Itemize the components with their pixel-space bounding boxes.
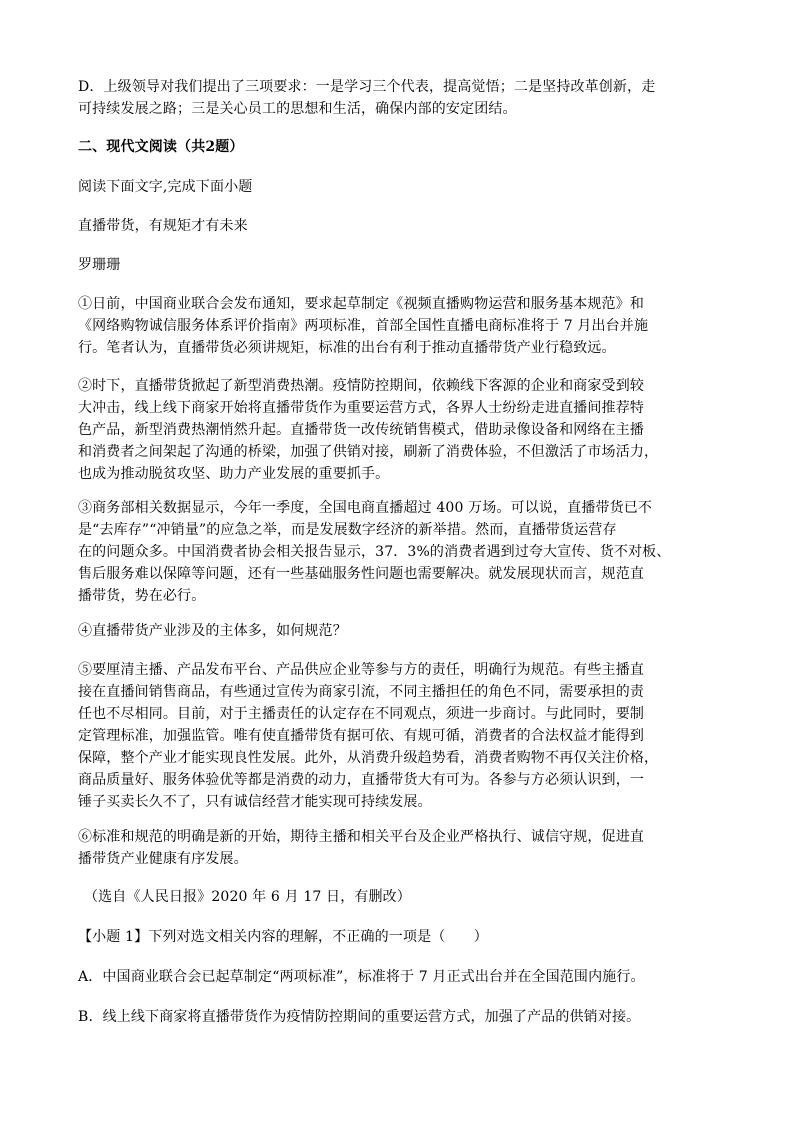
paragraph-line: 《网络购物诚信服务体系评价指南》两项标准，首部全国性直播电商标准将于 7 月出台并施: [78, 318, 649, 334]
paragraph-line: ①日前，中国商业联合会发布通知，要求起草制定《视频直播购物运营和服务基本规范》和: [78, 296, 644, 312]
paragraph-line: 也成为推动脱贫攻坚、助力产业发展的重要抓手。: [78, 466, 390, 482]
paragraph-2: [78, 375, 720, 485]
paragraph-line: 任也不尽相同。目前，对于主播责任的认定存在不同观点，须进一步商讨。与此同时，要制: [78, 706, 644, 722]
paragraph-line: ③商务部相关数据显示，今年一季度，全国电商直播超过 400 万场。可以说，直播带货已不: [78, 500, 653, 516]
paragraph-line: 售后服务难以保障等问题，还有一些基础服务性问题也需要解决。就发展现状而言，规范直: [78, 566, 644, 582]
paragraph-line: 锤子买卖长久不了，只有诚信经营才能实现可持续发展。: [78, 794, 432, 810]
paragraph-1: [78, 293, 720, 359]
paragraph-line: 是“去库存”“冲销量”的应急之举，而是发展数字经济的新举措。然而，直播带货运营存: [78, 522, 617, 538]
paragraph-line: 大冲击，线上线下商家开始将直播带货作为重要运营方式，各界人士纷纷走进直播间推荐特: [78, 400, 644, 416]
option-d-line: D．上级领导对我们提出了三项要求：一是学习三个代表，提高觉悟；二是坚持改革创新，走: [78, 79, 656, 95]
option-d-line: 可持续发展之路；三是关心员工的思想和生活，确保内部的安定团结。: [78, 101, 517, 117]
article-source: （选自《人民日报》2020 年 6 月 17 日，有删改）: [84, 889, 411, 905]
article-author: 罗珊珊: [78, 257, 121, 273]
reading-instruction: 阅读下面文字,完成下面小题: [78, 179, 253, 195]
question-1: 【小题 1】下列对选文相关内容的理解，不正确的一项是（ ）: [78, 929, 488, 945]
paragraph-6: [78, 826, 720, 870]
paragraph-line: ②时下，直播带货掀起了新型消费热潮。疫情防控期间，依赖线下客源的企业和商家受到较: [78, 378, 644, 394]
paragraph-line: 商品质量好、服务体验优等都是消费的动力，直播带货大有可为。各参与方必须认识到，一: [78, 772, 644, 788]
paragraph-line: 保障，整个产业才能实现良性发展。此外，从消费升级趋势看，消费者购物不再仅关注价格，: [78, 750, 659, 766]
paragraph-line: ⑤要厘清主播、产品发布平台、产品供应企业等参与方的责任，明确行为规范。有些主播直: [78, 662, 644, 678]
article-title: 直播带货，有规矩才有未来: [78, 218, 248, 234]
paragraph-line: 在的问题众多。中国消费者协会相关报告显示，37．3%的消费者遇到过夸大宣传、货不对板、: [78, 544, 671, 560]
paragraph-line: 行。笔者认为，直播带货必须讲规矩，标准的出台有利于推动直播带货产业行稳致远。: [78, 340, 616, 356]
paragraph-4: [78, 620, 720, 642]
paragraph-line: 播带货产业健康有序发展。: [78, 851, 248, 867]
paragraph-line: 接在直播间销售商品，有些通过宣传为商家引流，不同主播担任的角色不同，需要承担的责: [78, 684, 644, 700]
paragraph-line: ⑥标准和规范的明确是新的开始，期待主播和相关平台及企业严格执行、诚信守规，促进直: [78, 829, 644, 845]
option-d: [78, 76, 720, 120]
paragraph-3: [78, 497, 720, 607]
option-b: B．线上线下商家将直播带货作为疫情防控期间的重要运营方式，加强了产品的供销对接。: [78, 1009, 641, 1025]
option-a: A．中国商业联合会已起草制定“两项标准”，标准将于 7 月正式出台并在全国范围内施行。: [78, 969, 645, 985]
paragraph-line: 和消费者之间架起了沟通的桥梁，加强了供销对接，刷新了消费体验，不但激活了市场活力，: [78, 444, 659, 460]
paragraph-line: 定管理标准，加强监管。唯有使直播带货有据可依、有规可循，消费者的合法权益才能得到: [78, 728, 644, 744]
paragraph-5: [78, 659, 720, 813]
section-heading: 二、现代文阅读（共2题）: [78, 139, 244, 155]
paragraph-line: 色产品，新型消费热潮悄然升起。直播带货一改传统销售模式，借助录像设备和网络在主播: [78, 422, 644, 438]
paragraph-line: 播带货，势在必行。: [78, 588, 206, 604]
paragraph-line: ④直播带货产业涉及的主体多，如何规范？: [78, 623, 347, 639]
